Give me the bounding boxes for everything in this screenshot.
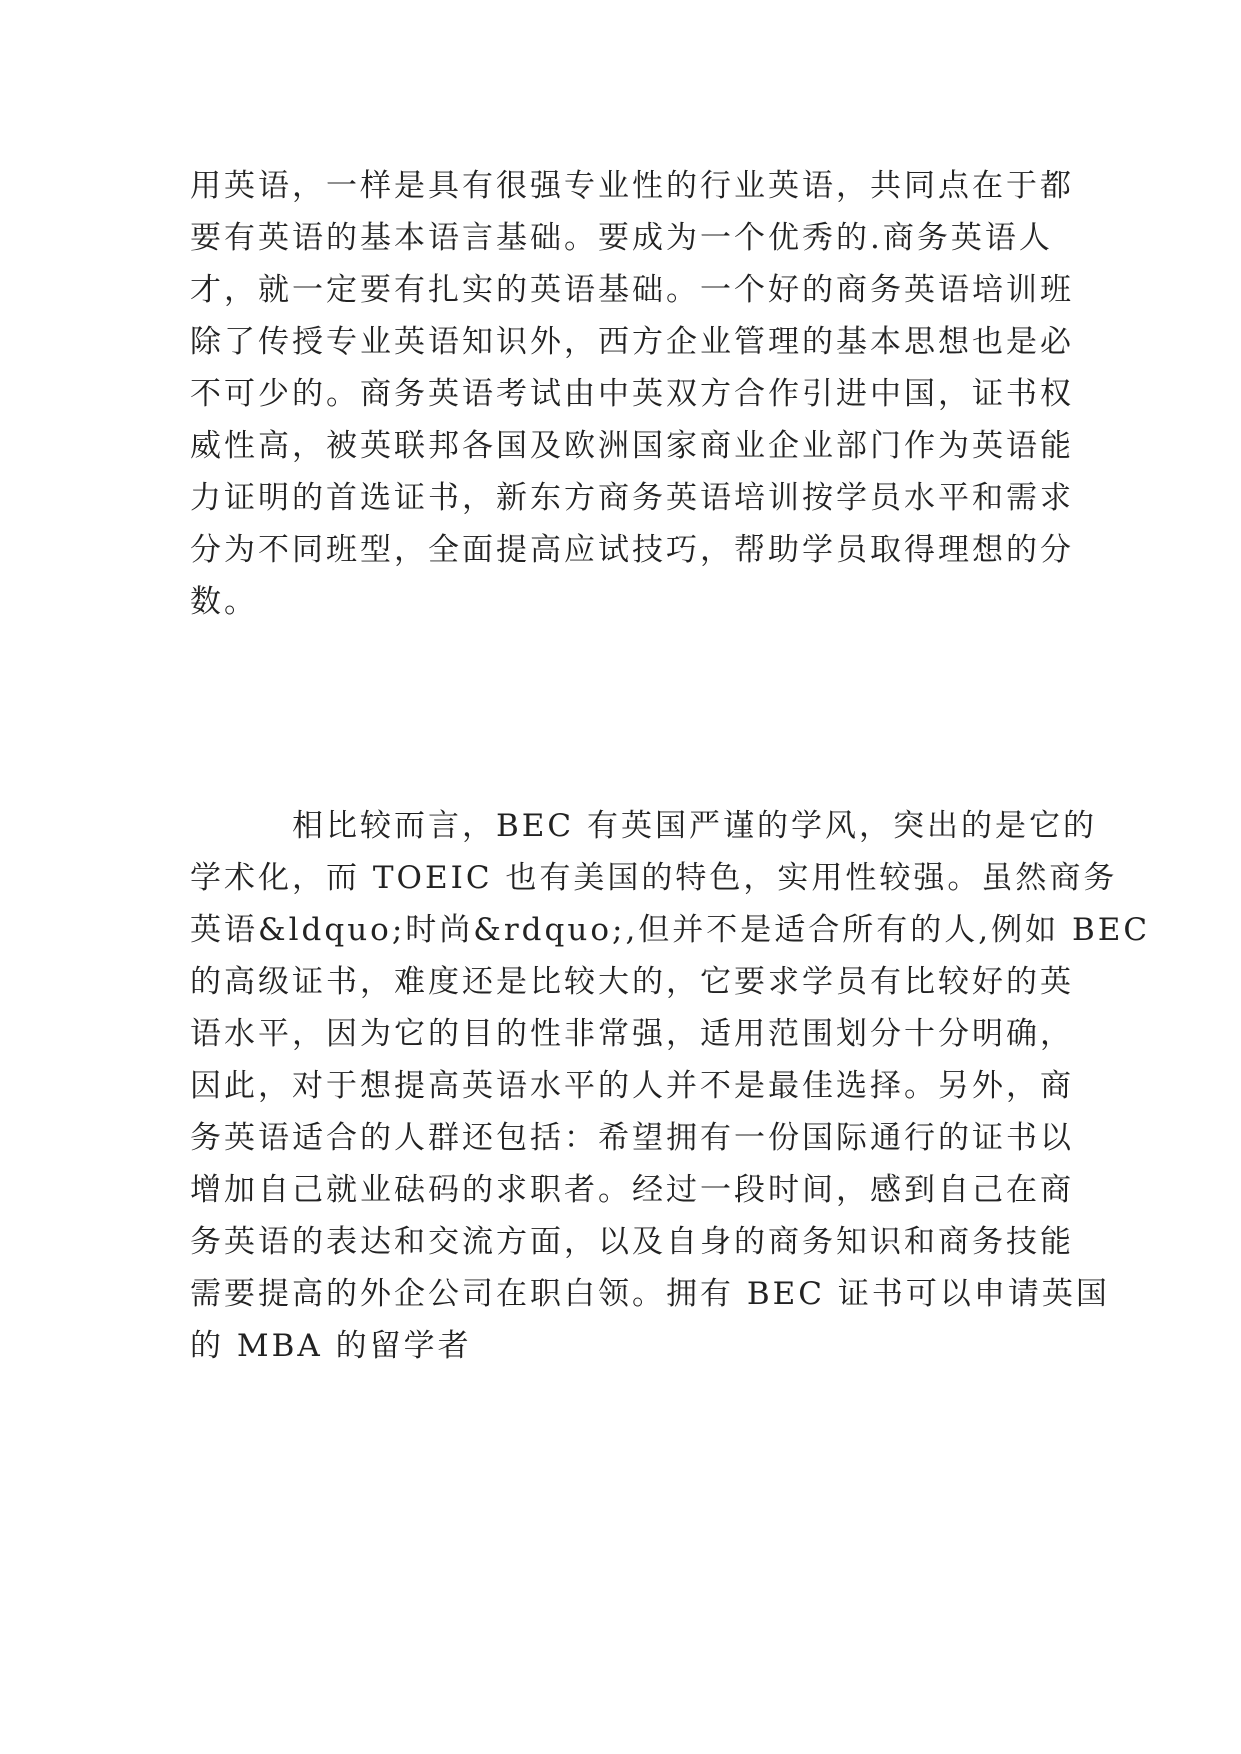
paragraph-2-first-line: [190, 800, 1097, 852]
paragraph-1-line: 要有英语的基本语言基础。要成为一个优秀的.商务英语人: [190, 220, 1053, 256]
paragraph-1: [190, 160, 1074, 628]
paragraph-2-line: 英语&ldquo;时尚&rdquo;,但并不是适合所有的人,例如 BEC: [190, 912, 1151, 948]
paragraph-1-line: 才，就一定要有扎实的英语基础。一个好的商务英语培训班: [190, 272, 1074, 308]
paragraph-1-line: 力证明的首选证书，新东方商务英语培训按学员水平和需求: [190, 480, 1074, 516]
paragraph-1-line: 分为不同班型，全面提高应试技巧，帮助学员取得理想的分: [190, 532, 1074, 568]
paragraph-2-line: 的高级证书，难度还是比较大的，它要求学员有比较好的英: [190, 964, 1074, 1000]
paragraph-2-line: 需要提高的外企公司在职白领。拥有 BEC 证书可以申请英国: [190, 1276, 1110, 1312]
paragraph-1-line: 不可少的。商务英语考试由中英双方合作引进中国，证书权: [190, 376, 1074, 412]
paragraph-2-line: 因此，对于想提高英语水平的人并不是最佳选择。另外，商: [190, 1068, 1074, 1104]
paragraph-2-line: 务英语的表达和交流方面，以及自身的商务知识和商务技能: [190, 1224, 1074, 1260]
paragraph-2-line: 的 MBA 的留学者: [190, 1328, 472, 1364]
paragraph-1-line: 数。: [190, 584, 258, 620]
paragraph-2-line: 语水平，因为它的目的性非常强，适用范围划分十分明确，: [190, 1016, 1074, 1052]
paragraph-1-line: 除了传授专业英语知识外，西方企业管理的基本思想也是必: [190, 324, 1074, 360]
paragraph-2-line: 增加自己就业砝码的求职者。经过一段时间，感到自己在商: [190, 1172, 1074, 1208]
paragraph-1-line: 用英语，一样是具有很强专业性的行业英语，共同点在于都: [190, 168, 1074, 204]
paragraph-2-line: 学术化，而 TOEIC 也有美国的特色，实用性较强。虽然商务: [190, 860, 1118, 896]
paragraph-1-line: 威性高，被英联邦各国及欧洲国家商业企业部门作为英语能: [190, 428, 1074, 464]
paragraph-2: [190, 800, 1151, 1372]
paragraph-2-line: 务英语适合的人群还包括：希望拥有一份国际通行的证书以: [190, 1120, 1074, 1156]
paragraph-2-line: 相比较而言，BEC 有英国严谨的学风，突出的是它的: [292, 808, 1097, 844]
